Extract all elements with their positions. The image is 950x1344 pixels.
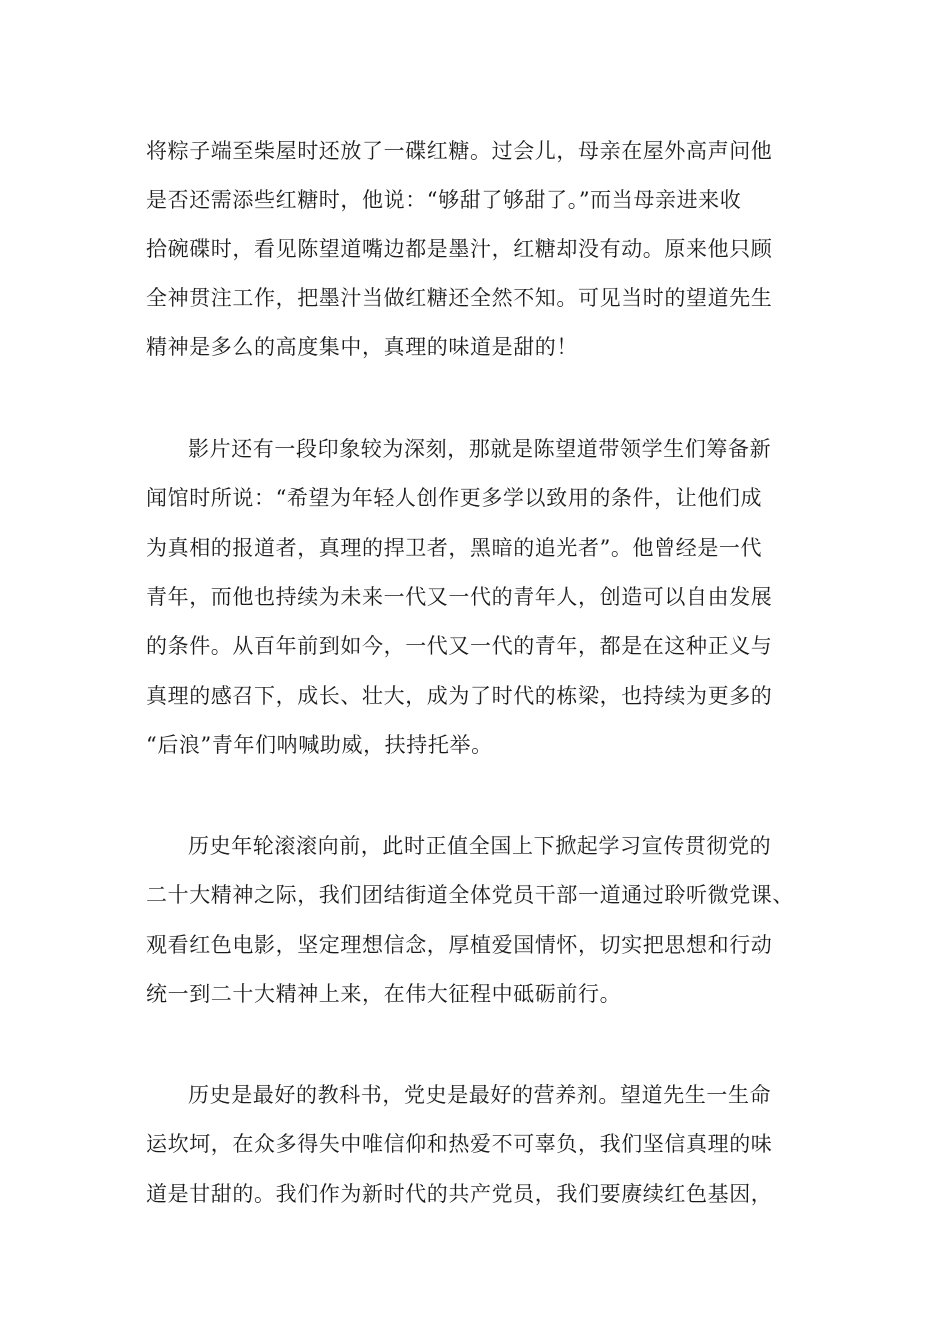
paragraph-1-line-2: 是否还需添些红糖时，他说：“够甜了够甜了。”而当母亲进来收: [146, 188, 742, 212]
paragraph-4-line-2: 运坎坷，在众多得失中唯信仰和热爱不可辜负，我们坚信真理的味: [146, 1132, 773, 1156]
paragraph-2-line-7: “后浪”青年们呐喊助威，扶持托举。: [146, 733, 493, 757]
paragraph-4-line-1: 历史是最好的教科书，党史是最好的营养剂。望道先生一生命: [188, 1083, 772, 1107]
paragraph-3-line-3: 观看红色电影，坚定理想信念，厚植爱国情怀，切实把思想和行动: [146, 933, 773, 957]
paragraph-2-line-1: 影片还有一段印象较为深刻，那就是陈望道带领学生们筹备新: [188, 437, 772, 461]
paragraph-1-line-5: 精神是多么的高度集中，真理的味道是甜的！: [146, 335, 578, 359]
paragraph-2-line-6: 真理的感召下，成长、壮大，成为了时代的栋梁，也持续为更多的: [146, 684, 773, 708]
paragraph-1-line-1: 将粽子端至柴屋时还放了一碟红糖。过会儿，母亲在屋外高声问他: [146, 139, 773, 163]
paragraph-2-line-3: 为真相的报道者，真理的捍卫者，黑暗的追光者”。他曾经是一代: [146, 536, 763, 560]
paragraph-1-line-4: 全神贯注工作，把墨汁当做红糖还全然不知。可见当时的望道先生: [146, 286, 773, 310]
paragraph-3-line-2: 二十大精神之际，我们团结街道全体党员干部一道通过聆听微党课、: [146, 883, 794, 907]
paragraph-4-line-3: 道是甘甜的。我们作为新时代的共产党员，我们要赓续红色基因，: [146, 1182, 773, 1206]
paragraph-2-line-5: 的条件。从百年前到如今，一代又一代的青年，都是在这种正义与: [146, 634, 773, 658]
paragraph-2-line-4: 青年，而他也持续为未来一代又一代的青年人，创造可以自由发展: [146, 585, 773, 609]
paragraph-3-line-4: 统一到二十大精神上来，在伟大征程中砥砺前行。: [146, 982, 622, 1006]
paragraph-1-line-3: 拾碗碟时，看见陈望道嘴边都是墨汁，红糖却没有动。原来他只顾: [146, 237, 773, 261]
paragraph-3-line-1: 历史年轮滚滚向前，此时正值全国上下掀起学习宣传贯彻党的: [188, 834, 772, 858]
paragraph-2-line-2: 闻馆时所说：“希望为年轻人创作更多学以致用的条件，让他们成: [146, 486, 763, 510]
